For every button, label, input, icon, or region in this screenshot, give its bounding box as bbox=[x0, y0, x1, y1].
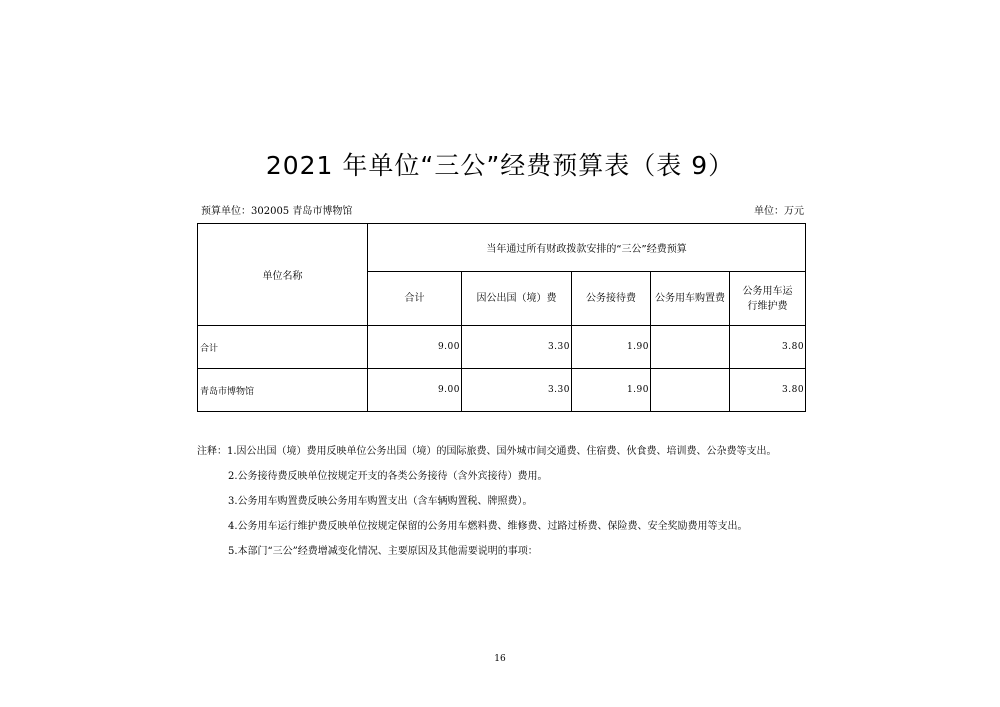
table-row bbox=[198, 326, 806, 369]
table-header-row bbox=[198, 224, 806, 272]
cell-overseas: 3.30 bbox=[462, 326, 572, 369]
col-header-vehicle-maintenance: 公务用车运行维护费 bbox=[730, 272, 806, 326]
group-header: 当年通过所有财政拨款安排的“三公”经费预算 bbox=[368, 224, 806, 272]
row-name: 青岛市博物馆 bbox=[198, 369, 368, 412]
note-item: 4.公务用车运行维护费反映单位按规定保留的公务用车燃料费、维修费、过路过桥费、保险费、安全奖励费用等支出。 bbox=[228, 521, 748, 532]
budget-table bbox=[197, 223, 806, 412]
cell-reception: 1.90 bbox=[572, 326, 651, 369]
cell-total: 9.00 bbox=[368, 369, 462, 412]
currency-unit-label: 单位：万元 bbox=[754, 206, 804, 217]
notes-section bbox=[197, 444, 817, 569]
table-row bbox=[198, 369, 806, 412]
cell-vehicle-maintenance: 3.80 bbox=[730, 369, 806, 412]
cell-vehicle-purchase bbox=[651, 326, 730, 369]
note-item: 2.公务接待费反映单位按规定开支的各类公务接待（含外宾接待）费用。 bbox=[228, 471, 548, 482]
budget-unit-label: 预算单位：302005 青岛市博物馆 bbox=[201, 206, 353, 217]
row-name: 合计 bbox=[198, 326, 368, 369]
cell-vehicle-purchase bbox=[651, 369, 730, 412]
page-title: 2021 年单位“三公”经费预算表（表 9） bbox=[265, 151, 735, 180]
page-number: 16 bbox=[494, 654, 506, 664]
col-header-total: 合计 bbox=[368, 272, 462, 326]
note-item: 注释：1.因公出国（境）费用反映单位公务出国（境）的国际旅费、国外城市间交通费、住宿费、伙食费、培训费、公杂费等支出。 bbox=[197, 446, 777, 457]
cell-reception: 1.90 bbox=[572, 369, 651, 412]
cell-vehicle-maintenance: 3.80 bbox=[730, 326, 806, 369]
cell-overseas: 3.30 bbox=[462, 369, 572, 412]
cell-total: 9.00 bbox=[368, 326, 462, 369]
note-item: 5.本部门“三公”经费增减变化情况、主要原因及其他需要说明的事项： bbox=[228, 546, 538, 557]
col-header-overseas: 因公出国（境）费 bbox=[462, 272, 572, 326]
col-header-vehicle-purchase: 公务用车购置费 bbox=[651, 272, 730, 326]
col-header-reception: 公务接待费 bbox=[572, 272, 651, 326]
note-item: 3.公务用车购置费反映公务用车购置支出（含车辆购置税、牌照费）。 bbox=[228, 496, 533, 507]
unit-name-header: 单位名称 bbox=[198, 224, 368, 326]
